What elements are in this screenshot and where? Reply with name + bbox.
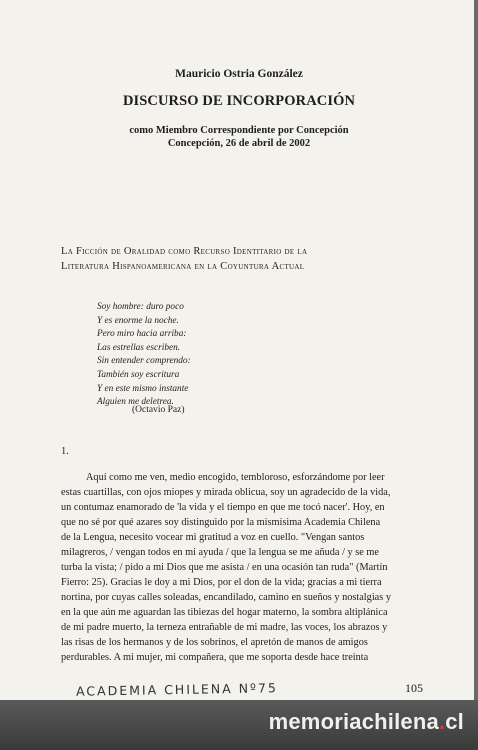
watermark-part-1: memoria (268, 709, 362, 734)
subtitle-line-1: como Miembro Correspondiente por Concepción (129, 125, 349, 136)
page-number: 105 (405, 681, 423, 695)
body-line: en la que aún me aguardan las tibiezas del hogar materno, la sombra altiplánica (61, 607, 388, 618)
body-line: de mi padre muerto, la terneza entrañable de mi madre, las voces, los abrazos y (61, 622, 388, 633)
essay-title-line-2: Literatura Hispanoamericana en la Coyuntura Actual (61, 261, 305, 272)
watermark-dot: . (438, 709, 446, 734)
poem-line: Alguien me deletrea. (97, 397, 174, 408)
body-line: turba la vista; / pido a mi Dios que me asista / en una ocasión tan ruda" (Martín (61, 562, 388, 573)
body-line: que no sé por qué azares soy distinguido por la mismísima Academia Chilena (61, 517, 381, 528)
body-line: nortina, por cuyas calles soleadas, encandilado, camino en sueños y nostalgias y (61, 592, 391, 603)
handwritten-annotation-1: ACADEMIA CHILENA Nº75 (75, 680, 278, 699)
epigraph-author: (Octavio Paz) (132, 405, 185, 415)
essay-title-line-1: La Ficción de Oralidad como Recurso Identitario de la (61, 246, 308, 257)
epigraph-poem (97, 301, 191, 410)
poem-line: Y en este mismo instante (97, 383, 189, 394)
poem-line: Las estrellas escriben. (97, 342, 181, 353)
body-line: estas cuartillas, con ojos miopes y mirada oblicua, soy un agradecido de la vida, (61, 487, 391, 498)
body-line: perdurables. A mi mujer, mi compañera, que me soporta desde hace treinta (61, 652, 369, 663)
speech-title: DISCURSO DE INCORPORACIÓN (122, 93, 356, 109)
poem-line: También soy escritura (97, 369, 180, 380)
poem-line: Pero miro hacia arriba: (97, 329, 187, 340)
body-line: milagreros, / vengan todos en mi ayuda / que la lengua se me añuda / y se me (61, 547, 379, 558)
body-line: las risas de los hermanos y de los sobrinos, el apretón de manos de amigos (61, 637, 368, 648)
poem-line: Y es enorme la noche. (97, 315, 179, 326)
watermark-part-2: chilena (361, 709, 439, 734)
poem-line: Soy hombre: duro poco (97, 302, 184, 312)
body-line: de la Lengua, necesito vocear mi gratitud a voz en cuello. "Vengan santos (61, 532, 365, 543)
watermark-logo (269, 709, 464, 735)
body-line: Aquí como me ven, medio encogido, tembloroso, esforzándome por leer (86, 472, 385, 483)
watermark-part-3: cl (445, 709, 464, 734)
subtitle-line-2: Concepción, 26 de abril de 2002 (167, 138, 311, 149)
body-line: un contumaz enamorado de 'la vida y el tiempo en que me tocó nacer'. Hoy, en (61, 502, 385, 513)
section-number: 1. (61, 446, 69, 457)
body-line: Fierro: 25). Gracias le doy a mi Dios, por el don de la vida; gracias a mi tierra (61, 577, 382, 588)
poem-line: Sin entender comprendo: (97, 356, 191, 367)
author-name: Mauricio Ostria González (175, 68, 303, 80)
